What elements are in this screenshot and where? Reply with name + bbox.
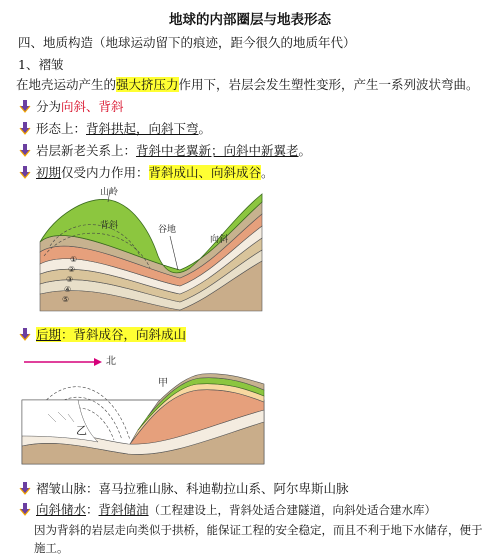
- storage-label: 向斜储水: [36, 502, 87, 517]
- late-label: 后期: [36, 327, 62, 342]
- label-anticline: 背斜: [100, 221, 119, 231]
- age-row: [18, 142, 311, 160]
- layer-number-3: ③: [66, 275, 74, 284]
- age-end: 。: [298, 143, 312, 158]
- early-row: [18, 164, 274, 182]
- reason-text: 因为背斜的岩层走向类似于拱桥，能保证工程的安全稳定，而且不利于地下水储存，便于施工。: [34, 523, 483, 555]
- form-end: 。: [198, 121, 212, 136]
- page-title: 地球的内部圈层与地表形态: [169, 12, 331, 28]
- types-syncline: 向斜: [61, 99, 87, 114]
- intro-text-end: 作用下，岩层会发生塑性变形，产生一系列波状弯曲。: [178, 77, 479, 92]
- storage-note: （工程建设上，背斜处适合建隧道，向斜处适合建水库）: [148, 503, 437, 517]
- storage-row: [18, 501, 436, 519]
- late-row: [18, 326, 186, 344]
- fold-diagram-late: [18, 350, 268, 466]
- label-syncline: 向斜: [210, 235, 229, 245]
- arrow-bullet-icon: [18, 481, 32, 495]
- fold-heading: 1、褶皱: [18, 57, 64, 72]
- north-arrow-icon: [94, 358, 102, 366]
- intro-text-start: 在地壳运动产生的: [16, 77, 117, 92]
- types-label: 分为: [36, 99, 62, 114]
- section-heading: [18, 34, 356, 52]
- layer-number-4: ④: [64, 285, 72, 294]
- arrow-bullet-icon: [18, 121, 32, 135]
- age-label: 岩层新老关系上：: [36, 143, 137, 158]
- layer-number-5: ⑤: [62, 295, 70, 304]
- label-a: 甲: [158, 378, 168, 389]
- age-text: 背斜中老翼新；向斜中新翼老: [136, 143, 299, 158]
- arrow-bullet-icon: [18, 143, 32, 157]
- early-end: 。: [261, 165, 274, 180]
- section-heading-text: 四、地质构造（地球运动留下的痕迹，距今很久的地质年代）: [18, 35, 356, 50]
- late-mid: ：: [61, 327, 74, 342]
- late-text: 背斜成谷，向斜成山: [73, 327, 187, 342]
- early-label: 初期: [36, 165, 62, 180]
- fold-types-row: [18, 98, 124, 116]
- label-peak: 山岭: [100, 187, 119, 198]
- fold-diagram-early: [30, 186, 270, 314]
- layer-number-1: ①: [70, 255, 78, 264]
- form-text: 背斜拱起，向斜下弯: [86, 121, 199, 136]
- storage-mid: ：: [86, 502, 99, 517]
- form-label: 形态上：: [36, 121, 87, 136]
- form-row: [18, 120, 211, 138]
- types-separator: 、: [86, 99, 99, 114]
- mountains-row: [18, 480, 349, 498]
- early-mid: 仅受内力作用：: [61, 165, 149, 180]
- label-valley: 谷地: [158, 225, 177, 235]
- arrow-bullet-icon: [18, 99, 32, 113]
- label-b: 乙: [76, 424, 87, 437]
- arrow-bullet-icon: [18, 327, 32, 341]
- storage-text: 背斜储油: [98, 502, 149, 517]
- fold-intro: [16, 76, 479, 94]
- arrow-bullet-icon: [18, 165, 32, 179]
- label-north: 北: [106, 356, 116, 367]
- layer-number-2: ②: [68, 265, 76, 274]
- types-anticline: 背斜: [98, 99, 124, 114]
- early-text: 背斜成山、向斜成谷: [148, 165, 262, 180]
- arrow-bullet-icon: [18, 502, 32, 516]
- intro-highlight: 强大挤压力: [116, 77, 179, 92]
- mountains-text: 褶皱山脉：喜马拉雅山脉、科迪勒拉山系、阿尔卑斯山脉: [36, 481, 349, 496]
